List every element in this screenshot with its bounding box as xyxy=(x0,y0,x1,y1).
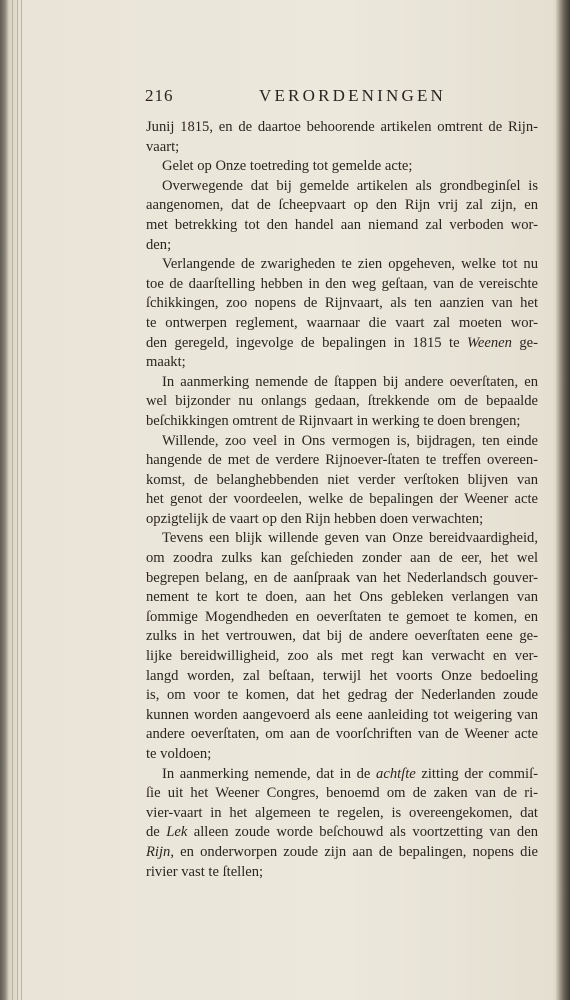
text-line: Tevens een blijk willende geven van Onze bereidvaardigheid, xyxy=(162,530,538,547)
text-line: komst, de belanghebbenden niet verder verſtoken blijven van xyxy=(146,471,538,488)
text-line: Gelet op Onze toetreding tot gemelde acte; xyxy=(162,158,413,175)
page-header xyxy=(145,86,445,108)
text-line: In aanmerking nemende de ſtappen bij andere oeverſtaten, en xyxy=(162,373,538,390)
italic-run: achtſte xyxy=(376,765,416,782)
text-line: Verlangende de zwarigheden te zien opgeheven, welke tot nu xyxy=(162,256,538,273)
text-run: den geregeld, ingevolge de bepalingen in 1815 te xyxy=(146,334,468,351)
italic-run: Rijn xyxy=(146,843,171,860)
text-line: is, om voor te komen, dat het gedrag der Nederlanden zoude xyxy=(146,687,538,704)
binding-edge xyxy=(21,0,22,1000)
text-line: ſommige Mogendheden en oeverſtaten te gemoet te komen, en xyxy=(146,608,538,625)
text-line: hangende de met de verdere Rijnoever-ſtaten te treffen overeen- xyxy=(146,452,538,469)
text-run: zitting der commiſ- xyxy=(415,765,538,782)
text-line xyxy=(146,765,538,785)
text-run: In aanmerking nemende, dat in de xyxy=(162,765,377,782)
text-line: om zoodra zulks kan geſchieden zonder aan de eer, het wel xyxy=(146,550,538,567)
text-run: , en onderworpen zoude zijn aan de bepalingen, nopens die xyxy=(170,843,538,860)
text-line: het genot der voordeelen, welke de bepalingen der Weener acte xyxy=(146,491,538,508)
text-line: Willende, zoo veel in Ons vermogen is, bijdragen, ten einde xyxy=(162,432,538,449)
text-line: met betrekking tot den handel aan niemand zal verboden wor- xyxy=(146,216,538,233)
page-number: 216 xyxy=(145,86,174,105)
binding-edge xyxy=(17,0,18,1000)
text-line: andere oeverſtaten, om aan de voorſchriften van de Weener acte xyxy=(146,726,538,743)
text-line: zulks in het vertrouwen, dat bij de andere oeverſtaten eene ge- xyxy=(146,628,538,645)
text-line xyxy=(146,334,538,354)
binding-edge xyxy=(12,0,13,1000)
text-line: Overwegende dat bij gemelde artikelen als grondbeginſel is xyxy=(162,177,538,194)
text-line: te voldoen; xyxy=(146,746,212,762)
text-line: te ontwerpen reglement, waarnaar die vaart zal moeten wor- xyxy=(146,314,538,331)
text-line xyxy=(146,823,538,843)
text-line: beſchikkingen omtrent de Rijnvaart in werking te doen brengen; xyxy=(146,412,521,429)
running-title: VERORDENINGEN xyxy=(259,86,447,105)
text-line: den; xyxy=(146,236,172,253)
text-line: Junij 1815, en de daartoe behoorende artikelen omtrent de Rijn- xyxy=(146,119,538,135)
text-line xyxy=(146,843,538,863)
text-line: ſchikkingen, zoo nopens de Rijnvaart, als ten aanzien van het xyxy=(146,295,538,312)
text-line: wel bijzonder nu onlangs gedaan, ſtrekkende om de bepaalde xyxy=(146,393,538,410)
text-line: ſie uit het Weener Congres, benoemd om de zaken van de ri- xyxy=(146,785,538,802)
text-line: vaart; xyxy=(146,138,180,155)
text-line: maakt; xyxy=(146,354,186,371)
text-line: aangenomen, dat de ſcheepvaart op den Rijn vrij zal zijn, en xyxy=(146,197,538,214)
text-line: langd worden, zal beſtaan, terwijl het voorts Onze bedoeling xyxy=(146,667,538,684)
page-edge-shadow xyxy=(556,0,570,1000)
text-line: lijke bereidwilligheid, zoo als met regt kan verwacht en ver- xyxy=(146,648,538,665)
body-text xyxy=(146,118,538,882)
text-line: vier-vaart in het algemeen te regelen, is overeengekomen, dat xyxy=(146,804,538,821)
text-line: kunnen worden aangevoerd als eene aanleiding tot weigering van xyxy=(146,706,538,723)
text-run: alleen zoude worde beſchouwd als voortzetting van den xyxy=(187,824,538,841)
italic-run: Weenen xyxy=(467,334,512,351)
text-line: toe de daarſtelling hebben in den weg geſtaan, van de vereischte xyxy=(146,275,538,292)
text-line: begrepen belang, en de aanſpraak van het Nederlandsch gouver- xyxy=(146,569,538,586)
text-line: opzigtelijk de vaart op den Rijn hebben doen verwachten; xyxy=(146,510,484,527)
text-line: rivier vast te ſtellen; xyxy=(146,863,264,880)
text-run: de xyxy=(146,824,167,841)
italic-run: Lek xyxy=(166,824,188,841)
text-line: nement te kort te doen, aan het Ons gebleken verlangen van xyxy=(146,589,538,606)
text-run: ge- xyxy=(511,334,538,351)
